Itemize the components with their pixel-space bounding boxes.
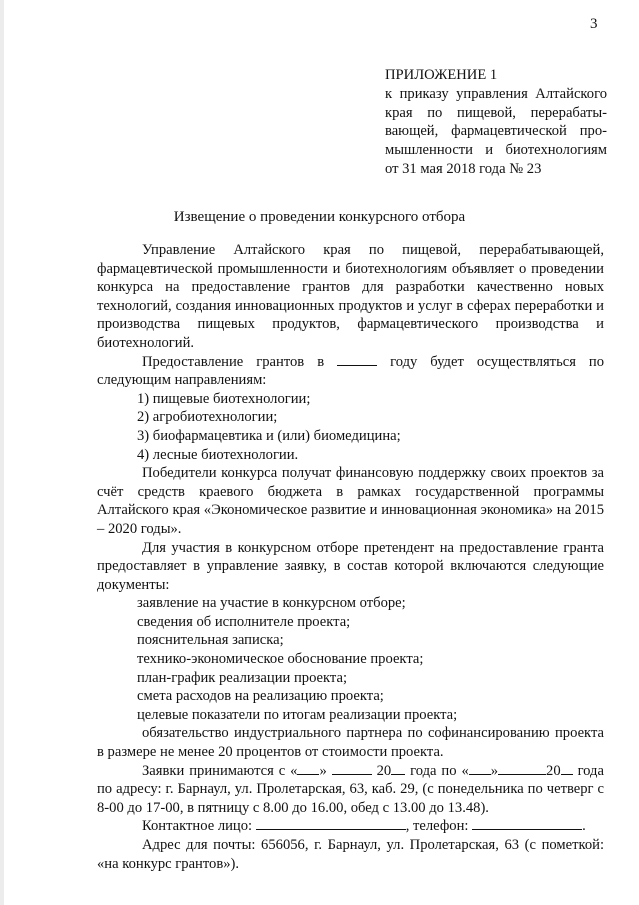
document-item: план-график реализации проекта; bbox=[137, 669, 348, 686]
day-blank bbox=[297, 762, 319, 775]
month-blank bbox=[498, 762, 546, 775]
applications-text: года по « bbox=[410, 762, 469, 779]
applications-text: Заявки принимаются с « bbox=[142, 762, 298, 779]
year-blank bbox=[561, 762, 573, 775]
applications-text: » bbox=[490, 762, 499, 779]
paragraph-directions bbox=[97, 353, 604, 390]
document-item: технико-экономическое обоснование проекта; bbox=[137, 651, 424, 668]
day-blank bbox=[469, 762, 491, 775]
phone-blank bbox=[472, 817, 582, 830]
year-blank bbox=[391, 762, 405, 775]
appendix-block bbox=[385, 66, 607, 179]
applications-text: года по адресу: г. Барнаул, ул. Пролетарская, 63, каб. 29, (с понедельника по четверг с 8-00 до 17-00, в пятницу с 8.00 до 16.00, обед с 13.00 до 13.48). bbox=[97, 762, 604, 816]
paragraph-contact bbox=[97, 817, 604, 836]
appendix-line: к приказу управления Алтайского bbox=[385, 85, 607, 102]
paragraph-intro: Управление Алтайского края по пищевой, перерабатывающей, фармацевтической промышленности и биотехнологиям объявляет о проведении конкурса на предоставление грантов для разработки качественно новых технологий, создания инновационных продуктов и услуг в сферах переработки и производства пищевых продуктов, фармацевтического производства и биотехнологий. bbox=[97, 242, 604, 351]
paragraph-applications bbox=[97, 762, 604, 818]
document-item: целевые показатели по итогам реализации проекта; bbox=[137, 706, 458, 723]
applications-text: 20 bbox=[376, 762, 392, 779]
paragraph-obligation: обязательство индустриального партнера по софинансированию проекта в размере не менее 20 процентов от стоимости проекта. bbox=[97, 725, 604, 761]
directions-text-before: Предоставление грантов в bbox=[142, 353, 325, 370]
paragraph-participation: Для участия в конкурсном отборе претендент на предоставление гранта предоставляет в управление заявку, в состав которой включаются следующие документы: bbox=[97, 539, 604, 593]
direction-item: 3) биофармацевтика и (или) биомедицина; bbox=[137, 427, 401, 444]
directions-text-after: году будет осуществляться по следующим направлениям: bbox=[97, 353, 605, 389]
notice-title: Извещение о проведении конкурсного отбора bbox=[173, 209, 466, 225]
contact-label: Контактное лицо: bbox=[142, 818, 253, 835]
direction-item: 1) пищевые биотехнологии; bbox=[137, 390, 311, 407]
month-blank bbox=[332, 762, 372, 775]
scan-edge bbox=[0, 0, 4, 905]
contact-blank bbox=[256, 817, 406, 830]
contact-end: . bbox=[582, 818, 586, 835]
appendix-line: края по пищевой, перерабаты- bbox=[385, 104, 607, 121]
document-item: сведения об исполнителе проекта; bbox=[137, 613, 351, 630]
document-item: смета расходов на реализацию проекта; bbox=[137, 688, 384, 705]
appendix-line: мышленности и биотехнологиям bbox=[385, 142, 607, 159]
applications-text: » bbox=[319, 762, 327, 779]
phone-label: , телефон: bbox=[405, 818, 469, 835]
document-item: заявление на участие в конкурсном отборе; bbox=[137, 595, 406, 612]
appendix-line: вающей, фармацевтической про- bbox=[385, 123, 607, 140]
year-blank bbox=[337, 353, 377, 366]
direction-item: 2) агробиотехнологии; bbox=[137, 409, 278, 426]
notice-body bbox=[97, 241, 604, 873]
document-item: пояснительная записка; bbox=[137, 632, 284, 649]
paragraph-mail: Адрес для почты: 656056, г. Барнаул, ул. Пролетарская, 63 (с пометкой: «на конкурс грантов»). bbox=[97, 837, 604, 872]
appendix-date: от 31 мая 2018 года № 23 bbox=[385, 160, 542, 177]
page-number: 3 bbox=[590, 16, 598, 32]
paragraph-support: Победители конкурса получат финансовую поддержку своих проектов за счёт средств краевого бюджета в рамках государственной программы Алтайского края «Экономическое развитие и инновационная экономика» на 2015 – 2020 годы». bbox=[97, 465, 604, 537]
appendix-title: ПРИЛОЖЕНИЕ 1 bbox=[385, 67, 498, 83]
applications-text: 20 bbox=[546, 762, 561, 779]
direction-item: 4) лесные биотехнологии. bbox=[137, 446, 299, 463]
